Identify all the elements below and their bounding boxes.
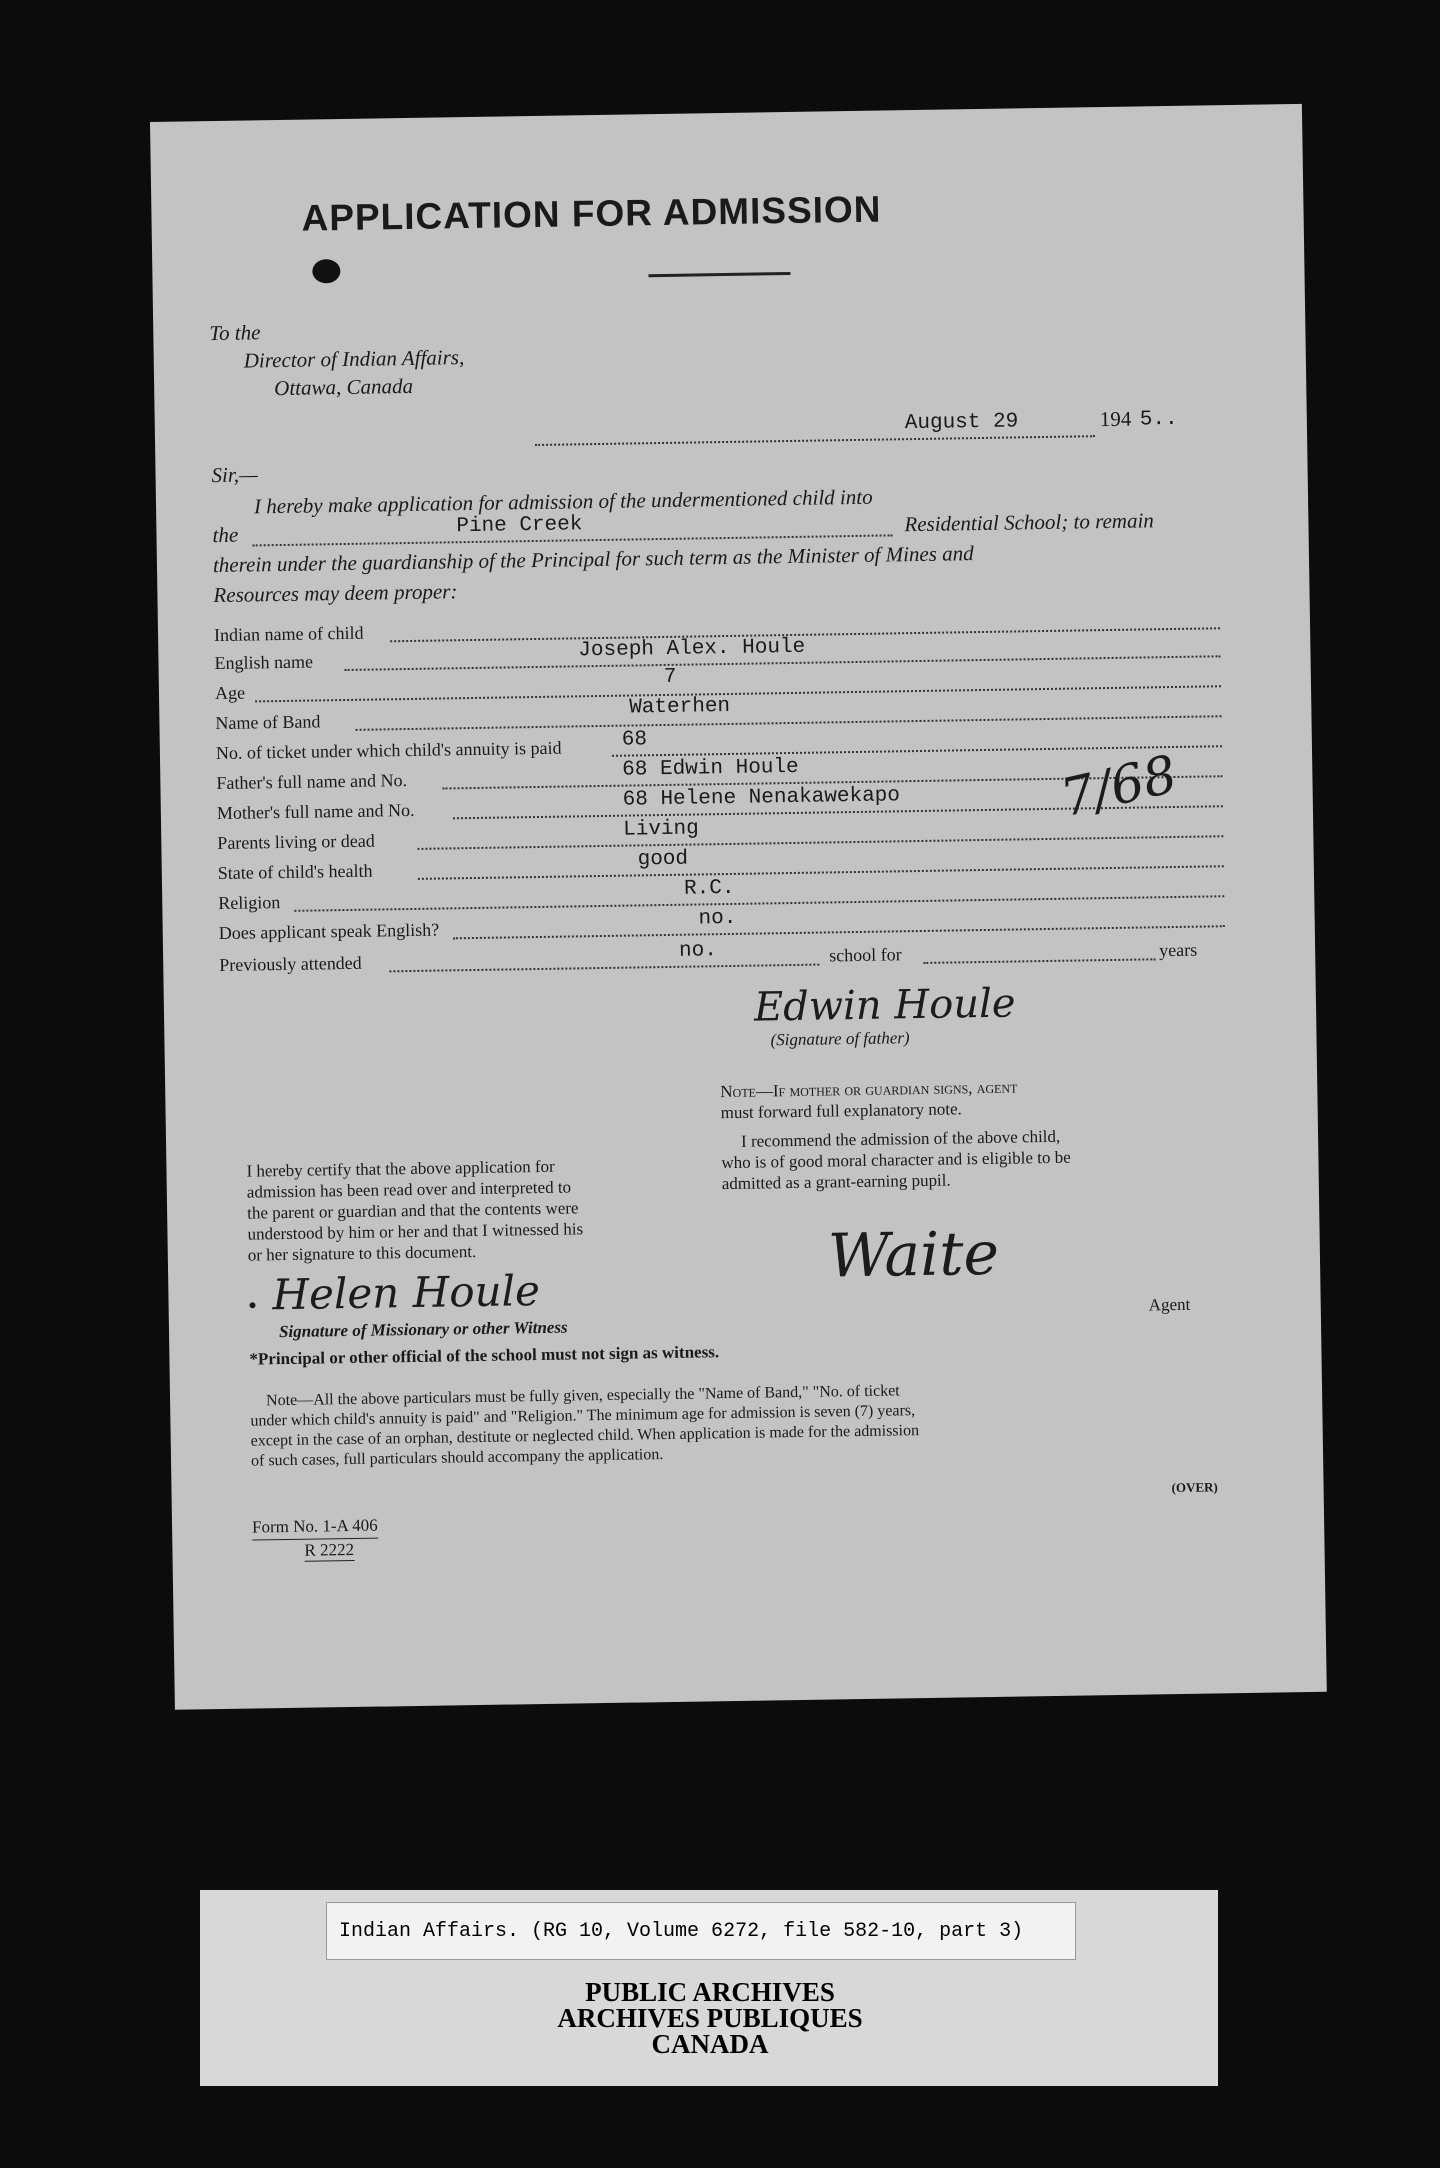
mother-annotation: 7/68 — [1055, 744, 1183, 830]
witness-bullet: • — [248, 1292, 257, 1318]
certify-line-3: the parent or guardian and that the contents were — [247, 1198, 579, 1223]
school-for-label: school for — [829, 944, 902, 966]
father-signature: Edwin Houle — [753, 980, 1016, 1031]
agent-caption: Agent — [1148, 1294, 1191, 1315]
note-bottom-line-3: except in the case of an orphan, destitute or neglected child. When application is made for the admission — [250, 1422, 920, 1450]
age-value: 7 — [663, 665, 677, 689]
agent-signature: Waite — [827, 1218, 1000, 1292]
indian-name-line — [390, 627, 1220, 642]
father-value: 68 Edwin Houle — [622, 755, 799, 782]
principal-note: *Principal or other official of the school must not sign as witness. — [249, 1342, 720, 1369]
school-for-line — [923, 958, 1155, 964]
intro-line-3: therein under the guardianship of the Principal for such term as the Minister of Mines and — [212, 541, 974, 578]
date-month-day: August 29 — [904, 410, 1019, 436]
witness-signature: Helen Houle — [272, 1266, 541, 1320]
witness-signature-caption: Signature of Missionary or other Witness — [278, 1317, 568, 1342]
salutation: Sir,— — [211, 462, 258, 488]
father-signature-caption: (Signature of father) — [770, 1028, 910, 1050]
health-line — [418, 865, 1224, 880]
form-code: R 2222 — [304, 1539, 355, 1560]
certify-line-5: or her signature to this document. — [247, 1242, 477, 1265]
form-title: APPLICATION FOR ADMISSION — [301, 188, 882, 239]
english-speak-label: Does applicant speak English? — [218, 919, 440, 944]
recommend-line-2: who is of good moral character and is eligible to be — [721, 1147, 1071, 1173]
date-year-suffix: 5.. — [1139, 407, 1178, 432]
religion-value: R.C. — [683, 876, 735, 901]
english-speak-value: no. — [698, 906, 737, 931]
over-label: (OVER) — [1171, 1479, 1218, 1496]
recommend-line-3: admitted as a grant-earning pupil. — [721, 1170, 951, 1194]
english-name-label: English name — [214, 651, 314, 674]
parents-label: Parents living or dead — [217, 830, 375, 854]
school-name: Pine Creek — [456, 513, 583, 539]
title-underline — [648, 272, 790, 277]
intro-the-label: the — [212, 522, 239, 548]
indian-name-label: Indian name of child — [213, 622, 364, 646]
ticket-value: 68 — [621, 728, 648, 752]
note-bottom-line-2: under which child's annuity is paid" and "Religion." The minimum age for admission is seven (7) years, — [250, 1402, 916, 1430]
date-year-prefix: 194 — [1099, 406, 1132, 432]
father-label: Father's full name and No. — [216, 770, 408, 794]
archive-line-3: CANADA — [651, 2029, 769, 2059]
archive-reference: Indian Affairs. (RG 10, Volume 6272, file 582-10, part 3) — [326, 1902, 1076, 1960]
guardian-note-line-2: must forward full explanatory note. — [720, 1099, 963, 1123]
intro-line-4: Resources may deem proper: — [213, 579, 458, 608]
application-form-sheet — [150, 104, 1327, 1710]
health-value: good — [637, 847, 689, 872]
religion-line — [294, 895, 1224, 912]
guardian-note-line-1 — [720, 1076, 1017, 1102]
health-label: State of child's health — [217, 860, 373, 884]
ticket-label: No. of ticket under which child's annuity is paid — [215, 737, 562, 764]
parents-line — [417, 835, 1223, 850]
attended-label: Previously attended — [219, 952, 362, 976]
archive-line-2: ARCHIVES PUBLIQUES — [557, 2003, 863, 2033]
band-label: Name of Band — [215, 711, 321, 734]
attended-line — [389, 964, 819, 973]
certify-line-1: I hereby certify that the above application for — [246, 1156, 555, 1181]
date-dotted-line — [535, 435, 1095, 446]
guardian-note-line-1-text: Note—If mother or guardian signs, agent — [720, 1077, 1018, 1102]
note-bottom-line-4: of such cases, full particulars should accompany the application. — [250, 1446, 664, 1470]
address-line-3: Ottawa, Canada — [274, 373, 414, 401]
religion-label: Religion — [218, 892, 281, 914]
recommend-line-1: I recommend the admission of the above child, — [740, 1126, 1061, 1151]
form-number: Form No. 1-A 406 — [252, 1515, 378, 1541]
certify-line-4: understood by him or her and that I witnessed his — [247, 1219, 584, 1244]
english-name-value: Joseph Alex. Houle — [578, 635, 806, 663]
parents-value: Living — [623, 817, 699, 842]
address-line-1: To the — [209, 320, 261, 346]
school-suffix: Residential School; to remain — [904, 508, 1155, 537]
certify-line-2: admission has been read over and interpreted to — [246, 1177, 572, 1202]
english-speak-line — [453, 925, 1225, 939]
years-label: years — [1158, 939, 1198, 961]
intro-line-1-text: I hereby make application for admission of the undermentioned child into — [253, 484, 873, 519]
age-label: Age — [214, 682, 246, 704]
attended-value: no. — [678, 939, 718, 963]
address-line-2: Director of Indian Affairs, — [243, 345, 465, 373]
band-value: Waterhen — [629, 694, 731, 720]
mother-label: Mother's full name and No. — [216, 799, 415, 824]
note-bottom-line-1: Note—All the above particulars must be fully given, especially the "Name of Band," "No. of ticket — [265, 1382, 900, 1410]
archive-line-1: PUBLIC ARCHIVES — [585, 1977, 835, 2007]
age-line — [255, 685, 1221, 702]
band-line — [356, 715, 1222, 731]
ink-blot — [312, 259, 340, 283]
mother-value: 68 Helene Nenakawekapo — [622, 784, 901, 812]
